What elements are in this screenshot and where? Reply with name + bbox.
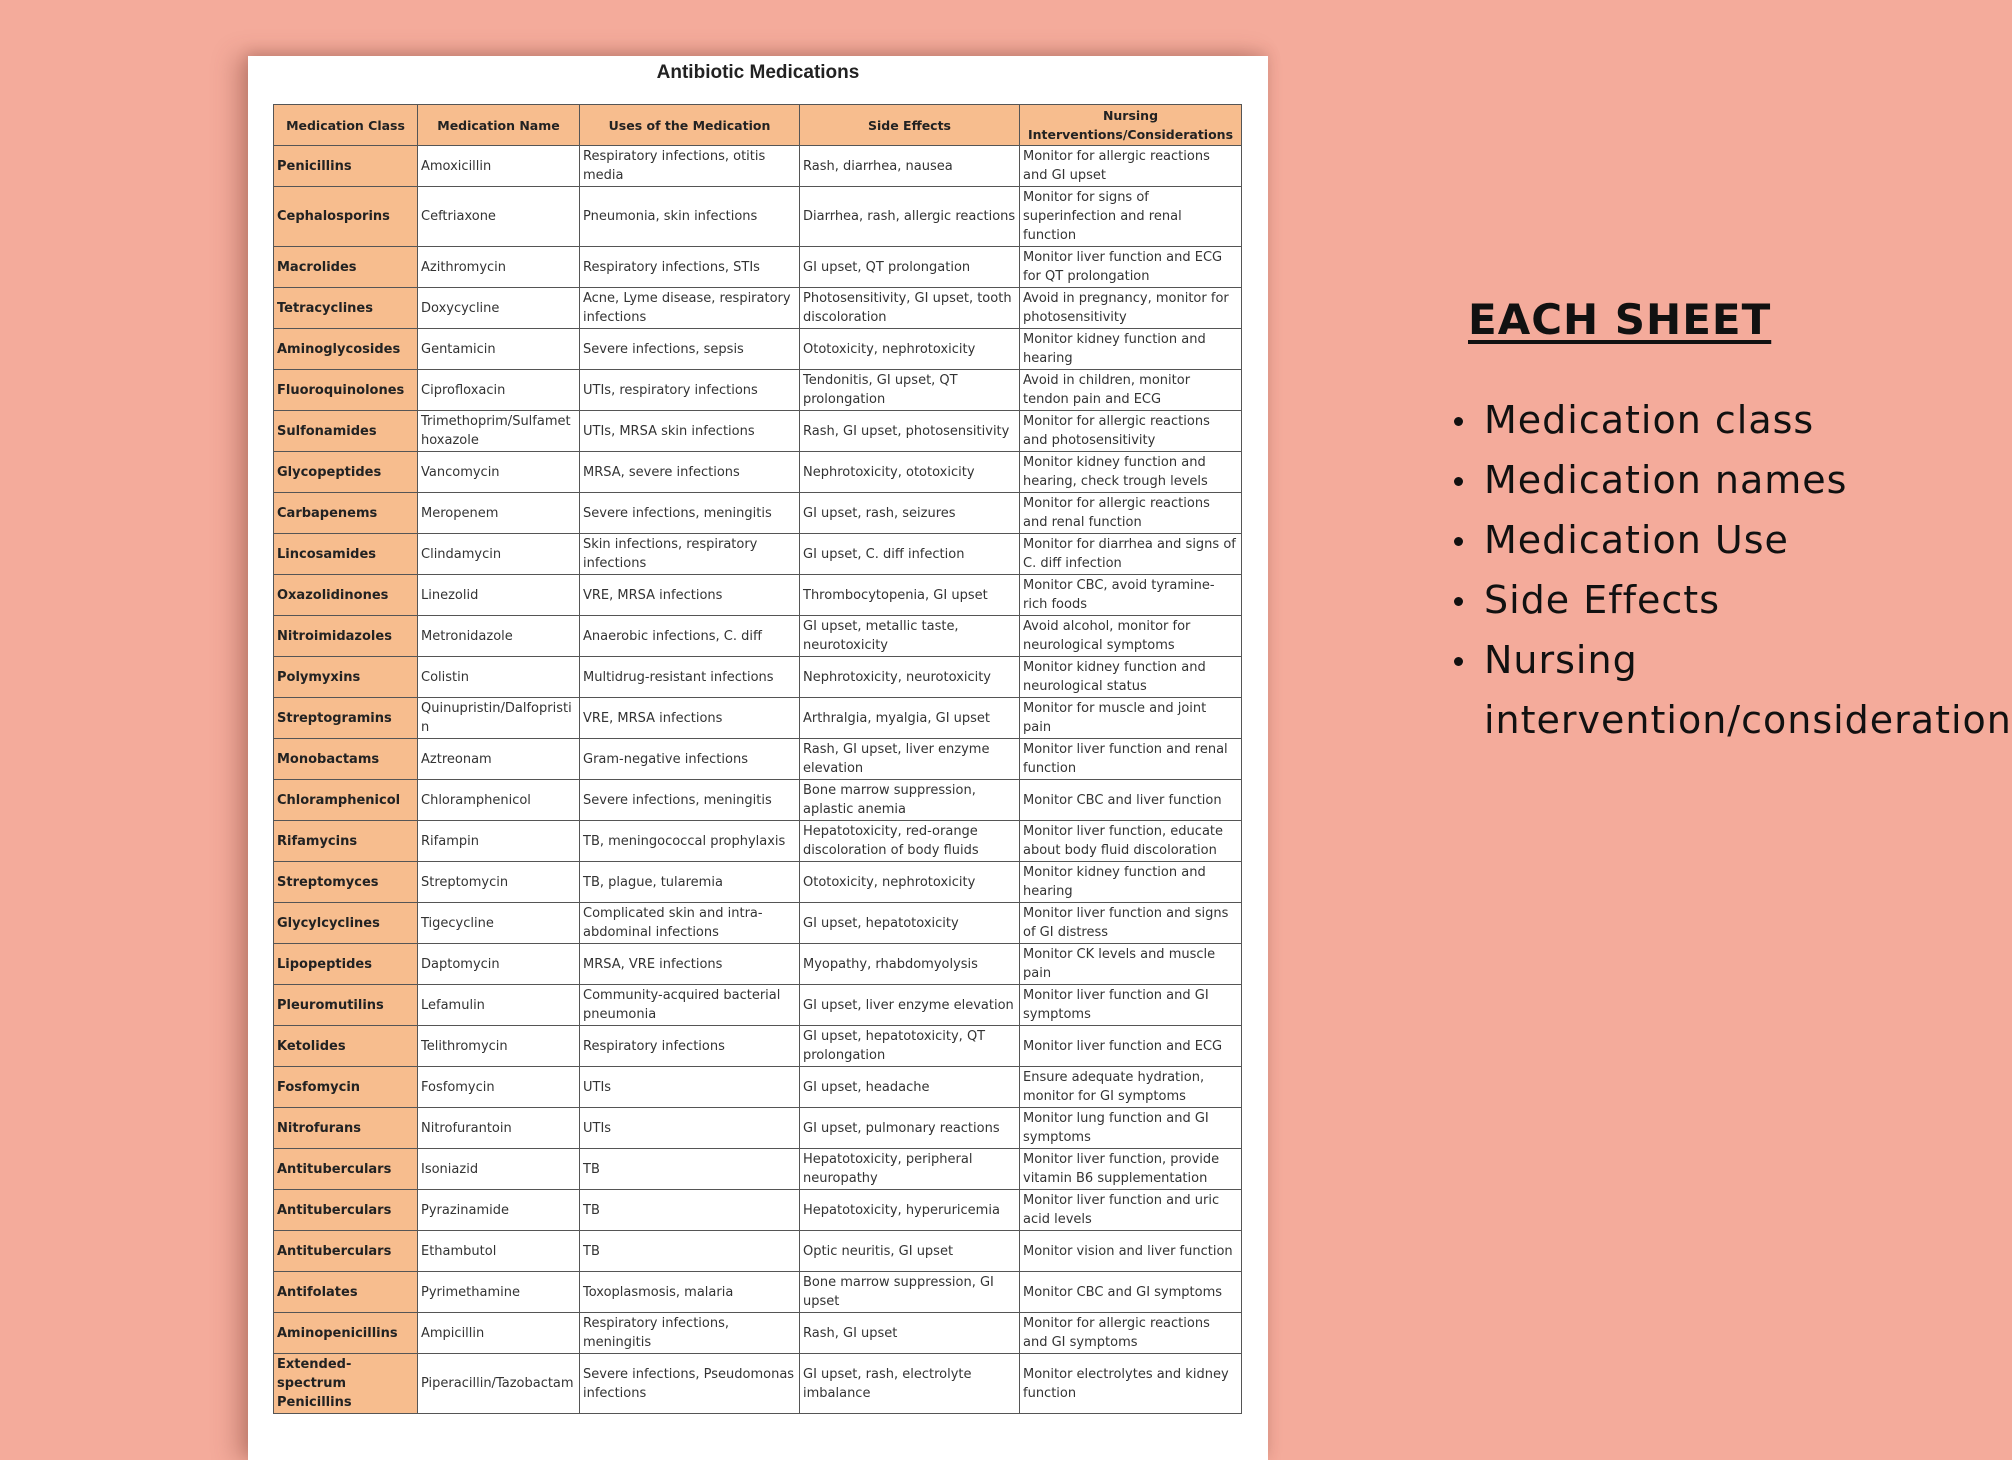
- cell-uses: Toxoplasmosis, malaria: [580, 1272, 800, 1313]
- cell-medication-class: Antifolates: [274, 1272, 418, 1313]
- cell-side-effects: Myopathy, rhabdomyolysis: [800, 944, 1020, 985]
- table-row: [274, 821, 1242, 862]
- cell-medication-name: Doxycycline: [418, 288, 580, 329]
- cell-medication-name: Ethambutol: [418, 1231, 580, 1272]
- cell-nursing: Monitor CBC, avoid tyramine-rich foods: [1020, 575, 1242, 616]
- list-item: Medication Use: [1484, 510, 1910, 570]
- cell-medication-name: Pyrimethamine: [418, 1272, 580, 1313]
- table-row: [274, 247, 1242, 288]
- medications-table: [273, 104, 1242, 1414]
- table-row: [274, 1067, 1242, 1108]
- cell-uses: Respiratory infections, meningitis: [580, 1313, 800, 1354]
- table-row: [274, 985, 1242, 1026]
- cell-medication-name: Chloramphenicol: [418, 780, 580, 821]
- cell-medication-name: Clindamycin: [418, 534, 580, 575]
- cell-medication-name: Ceftriaxone: [418, 187, 580, 247]
- cell-medication-class: Fluoroquinolones: [274, 370, 418, 411]
- cell-nursing: Monitor for allergic reactions and renal function: [1020, 493, 1242, 534]
- cell-uses: MRSA, VRE infections: [580, 944, 800, 985]
- cell-uses: Severe infections, meningitis: [580, 493, 800, 534]
- cell-nursing: Monitor CBC and liver function: [1020, 780, 1242, 821]
- cell-medication-name: Pyrazinamide: [418, 1190, 580, 1231]
- cell-nursing: Monitor liver function and uric acid levels: [1020, 1190, 1242, 1231]
- cell-medication-class: Cephalosporins: [274, 187, 418, 247]
- table-row: [274, 146, 1242, 187]
- table-row: [274, 616, 1242, 657]
- cell-nursing: Monitor kidney function and hearing: [1020, 329, 1242, 370]
- cell-side-effects: Nephrotoxicity, neurotoxicity: [800, 657, 1020, 698]
- cell-uses: UTIs: [580, 1067, 800, 1108]
- cell-medication-name: Telithromycin: [418, 1026, 580, 1067]
- cell-medication-name: Ampicillin: [418, 1313, 580, 1354]
- sheet-title: Antibiotic Medications: [656, 62, 860, 83]
- cell-medication-name: Nitrofurantoin: [418, 1108, 580, 1149]
- table-row: [274, 1190, 1242, 1231]
- cell-side-effects: Rash, GI upset, photosensitivity: [800, 411, 1020, 452]
- cell-medication-class: Aminopenicillins: [274, 1313, 418, 1354]
- cell-uses: Skin infections, respiratory infections: [580, 534, 800, 575]
- cell-side-effects: Thrombocytopenia, GI upset: [800, 575, 1020, 616]
- cell-side-effects: Ototoxicity, nephrotoxicity: [800, 862, 1020, 903]
- cell-medication-class: Antituberculars: [274, 1231, 418, 1272]
- table-row: [274, 1231, 1242, 1272]
- features-list: [1440, 390, 2012, 750]
- cell-uses: TB, plague, tularemia: [580, 862, 800, 903]
- cell-nursing: Avoid in pregnancy, monitor for photosensitivity: [1020, 288, 1242, 329]
- cell-uses: VRE, MRSA infections: [580, 698, 800, 739]
- table-row: [274, 575, 1242, 616]
- table-row: [274, 329, 1242, 370]
- cell-medication-class: Antituberculars: [274, 1149, 418, 1190]
- cell-medication-class: Macrolides: [274, 247, 418, 288]
- cell-medication-class: Lincosamides: [274, 534, 418, 575]
- cell-medication-name: Trimethoprim/Sulfamethoxazole: [418, 411, 580, 452]
- cell-side-effects: Hepatotoxicity, hyperuricemia: [800, 1190, 1020, 1231]
- cell-side-effects: Photosensitivity, GI upset, tooth discoloration: [800, 288, 1020, 329]
- cell-medication-class: Aminoglycosides: [274, 329, 418, 370]
- table-row: [274, 862, 1242, 903]
- cell-uses: Respiratory infections, STIs: [580, 247, 800, 288]
- cell-nursing: Monitor kidney function and hearing, check trough levels: [1020, 452, 1242, 493]
- table-row: [274, 657, 1242, 698]
- cell-side-effects: GI upset, rash, seizures: [800, 493, 1020, 534]
- table-row: [274, 698, 1242, 739]
- cell-medication-class: Nitroimidazoles: [274, 616, 418, 657]
- table-row: [274, 1313, 1242, 1354]
- cell-medication-class: Oxazolidinones: [274, 575, 418, 616]
- cell-side-effects: GI upset, rash, electrolyte imbalance: [800, 1354, 1020, 1414]
- cell-uses: Multidrug-resistant infections: [580, 657, 800, 698]
- cell-side-effects: Ototoxicity, nephrotoxicity: [800, 329, 1020, 370]
- header-nursing: Nursing Interventions/Considerations: [1020, 105, 1242, 146]
- cell-nursing: Monitor kidney function and hearing: [1020, 862, 1242, 903]
- cell-nursing: Monitor kidney function and neurological status: [1020, 657, 1242, 698]
- cell-nursing: Monitor liver function and ECG: [1020, 1026, 1242, 1067]
- cell-medication-class: Penicillins: [274, 146, 418, 187]
- cell-uses: TB, meningococcal prophylaxis: [580, 821, 800, 862]
- cell-uses: UTIs, respiratory infections: [580, 370, 800, 411]
- cell-nursing: Monitor for allergic reactions and GI symptoms: [1020, 1313, 1242, 1354]
- table-row: [274, 903, 1242, 944]
- cell-medication-class: Pleuromutilins: [274, 985, 418, 1026]
- cell-medication-class: Tetracyclines: [274, 288, 418, 329]
- cell-uses: Gram-negative infections: [580, 739, 800, 780]
- cell-medication-class: Fosfomycin: [274, 1067, 418, 1108]
- cell-uses: TB: [580, 1149, 800, 1190]
- document-sheet: [248, 56, 1268, 1460]
- table-body: [274, 146, 1242, 1414]
- cell-side-effects: Rash, diarrhea, nausea: [800, 146, 1020, 187]
- cell-nursing: Monitor liver function and renal function: [1020, 739, 1242, 780]
- cell-uses: Severe infections, Pseudomonas infections: [580, 1354, 800, 1414]
- list-item: Medication names: [1484, 450, 1910, 510]
- cell-medication-class: Lipopeptides: [274, 944, 418, 985]
- cell-side-effects: GI upset, hepatotoxicity, QT prolongation: [800, 1026, 1020, 1067]
- table-header-row: [274, 105, 1242, 146]
- cell-nursing: Monitor liver function and signs of GI distress: [1020, 903, 1242, 944]
- cell-medication-name: Meropenem: [418, 493, 580, 534]
- cell-uses: UTIs, MRSA skin infections: [580, 411, 800, 452]
- cell-uses: Acne, Lyme disease, respiratory infections: [580, 288, 800, 329]
- cell-nursing: Monitor CK levels and muscle pain: [1020, 944, 1242, 985]
- cell-medication-name: Gentamicin: [418, 329, 580, 370]
- cell-uses: Complicated skin and intra-abdominal infections: [580, 903, 800, 944]
- cell-medication-name: Streptomycin: [418, 862, 580, 903]
- cell-nursing: Avoid alcohol, monitor for neurological symptoms: [1020, 616, 1242, 657]
- cell-side-effects: GI upset, headache: [800, 1067, 1020, 1108]
- cell-medication-name: Daptomycin: [418, 944, 580, 985]
- cell-nursing: Monitor liver function, educate about body fluid discoloration: [1020, 821, 1242, 862]
- cell-medication-name: Aztreonam: [418, 739, 580, 780]
- cell-medication-class: Glycylcyclines: [274, 903, 418, 944]
- cell-side-effects: GI upset, QT prolongation: [800, 247, 1020, 288]
- cell-nursing: Monitor CBC and GI symptoms: [1020, 1272, 1242, 1313]
- cell-medication-name: Ciprofloxacin: [418, 370, 580, 411]
- cell-medication-class: Antituberculars: [274, 1190, 418, 1231]
- cell-nursing: Monitor liver function and ECG for QT prolongation: [1020, 247, 1242, 288]
- cell-medication-class: Streptogramins: [274, 698, 418, 739]
- header-uses: Uses of the Medication: [580, 105, 800, 146]
- cell-side-effects: Arthralgia, myalgia, GI upset: [800, 698, 1020, 739]
- cell-nursing: Monitor for allergic reactions and GI upset: [1020, 146, 1242, 187]
- table-row: [274, 780, 1242, 821]
- cell-medication-name: Quinupristin/Dalfopristin: [418, 698, 580, 739]
- cell-side-effects: Tendonitis, GI upset, QT prolongation: [800, 370, 1020, 411]
- cell-medication-class: Streptomyces: [274, 862, 418, 903]
- cell-nursing: Monitor for signs of superinfection and renal function: [1020, 187, 1242, 247]
- table-row: [274, 288, 1242, 329]
- cell-side-effects: GI upset, C. diff infection: [800, 534, 1020, 575]
- cell-nursing: Monitor electrolytes and kidney function: [1020, 1354, 1242, 1414]
- cell-medication-name: Linezolid: [418, 575, 580, 616]
- header-medication-name: Medication Name: [418, 105, 580, 146]
- table-row: [274, 411, 1242, 452]
- table-row: [274, 1149, 1242, 1190]
- cell-medication-class: Nitrofurans: [274, 1108, 418, 1149]
- table-row: [274, 1272, 1242, 1313]
- cell-nursing: Monitor vision and liver function: [1020, 1231, 1242, 1272]
- table-row: [274, 493, 1242, 534]
- cell-uses: Anaerobic infections, C. diff: [580, 616, 800, 657]
- cell-medication-class: Monobactams: [274, 739, 418, 780]
- cell-medication-class: Carbapenems: [274, 493, 418, 534]
- cell-uses: TB: [580, 1190, 800, 1231]
- list-item: Side Effects: [1484, 570, 1910, 630]
- cell-medication-class: Extended-spectrum Penicillins: [274, 1354, 418, 1414]
- cell-medication-class: Ketolides: [274, 1026, 418, 1067]
- cell-medication-name: Lefamulin: [418, 985, 580, 1026]
- cell-medication-name: Azithromycin: [418, 247, 580, 288]
- cell-side-effects: GI upset, metallic taste, neurotoxicity: [800, 616, 1020, 657]
- table-row: [274, 534, 1242, 575]
- cell-uses: Community-acquired bacterial pneumonia: [580, 985, 800, 1026]
- cell-side-effects: Hepatotoxicity, red-orange discoloration of body fluids: [800, 821, 1020, 862]
- cell-side-effects: GI upset, hepatotoxicity: [800, 903, 1020, 944]
- cell-medication-class: Sulfonamides: [274, 411, 418, 452]
- cell-uses: Severe infections, meningitis: [580, 780, 800, 821]
- cell-side-effects: Nephrotoxicity, ototoxicity: [800, 452, 1020, 493]
- cell-side-effects: Rash, GI upset, liver enzyme elevation: [800, 739, 1020, 780]
- list-item: Medication class: [1484, 390, 1910, 450]
- table-row: [274, 1108, 1242, 1149]
- cell-medication-name: Metronidazole: [418, 616, 580, 657]
- cell-side-effects: Bone marrow suppression, aplastic anemia: [800, 780, 1020, 821]
- cell-nursing: Monitor for allergic reactions and photosensitivity: [1020, 411, 1242, 452]
- cell-uses: UTIs: [580, 1108, 800, 1149]
- table-row: [274, 1354, 1242, 1414]
- cell-nursing: Monitor liver function, provide vitamin B6 supplementation: [1020, 1149, 1242, 1190]
- cell-uses: Pneumonia, skin infections: [580, 187, 800, 247]
- features-panel: [1440, 290, 2012, 750]
- cell-nursing: Avoid in children, monitor tendon pain and ECG: [1020, 370, 1242, 411]
- cell-medication-name: Amoxicillin: [418, 146, 580, 187]
- cell-uses: MRSA, severe infections: [580, 452, 800, 493]
- cell-medication-class: Glycopeptides: [274, 452, 418, 493]
- cell-medication-name: Fosfomycin: [418, 1067, 580, 1108]
- cell-nursing: Monitor for muscle and joint pain: [1020, 698, 1242, 739]
- cell-medication-name: Piperacillin/Tazobactam: [418, 1354, 580, 1414]
- cell-side-effects: Bone marrow suppression, GI upset: [800, 1272, 1020, 1313]
- cell-side-effects: Optic neuritis, GI upset: [800, 1231, 1020, 1272]
- cell-nursing: Monitor lung function and GI symptoms: [1020, 1108, 1242, 1149]
- cell-medication-name: Vancomycin: [418, 452, 580, 493]
- table-row: [274, 452, 1242, 493]
- panel-heading: EACH SHEET: [1468, 295, 1772, 344]
- cell-uses: Respiratory infections: [580, 1026, 800, 1067]
- cell-medication-class: Rifamycins: [274, 821, 418, 862]
- cell-medication-class: Chloramphenicol: [274, 780, 418, 821]
- cell-medication-name: Rifampin: [418, 821, 580, 862]
- table-row: [274, 739, 1242, 780]
- cell-medication-name: Tigecycline: [418, 903, 580, 944]
- header-medication-class: Medication Class: [274, 105, 418, 146]
- cell-uses: VRE, MRSA infections: [580, 575, 800, 616]
- table-row: [274, 1026, 1242, 1067]
- cell-medication-name: Isoniazid: [418, 1149, 580, 1190]
- table-row: [274, 370, 1242, 411]
- cell-side-effects: Diarrhea, rash, allergic reactions: [800, 187, 1020, 247]
- list-item: Nursing intervention/consideration: [1484, 630, 1910, 750]
- cell-nursing: Ensure adequate hydration, monitor for GI symptoms: [1020, 1067, 1242, 1108]
- cell-uses: TB: [580, 1231, 800, 1272]
- cell-nursing: Monitor for diarrhea and signs of C. diff infection: [1020, 534, 1242, 575]
- cell-side-effects: Hepatotoxicity, peripheral neuropathy: [800, 1149, 1020, 1190]
- cell-side-effects: GI upset, liver enzyme elevation: [800, 985, 1020, 1026]
- header-side-effects: Side Effects: [800, 105, 1020, 146]
- table-row: [274, 944, 1242, 985]
- cell-uses: Severe infections, sepsis: [580, 329, 800, 370]
- cell-side-effects: GI upset, pulmonary reactions: [800, 1108, 1020, 1149]
- cell-nursing: Monitor liver function and GI symptoms: [1020, 985, 1242, 1026]
- cell-side-effects: Rash, GI upset: [800, 1313, 1020, 1354]
- cell-uses: Respiratory infections, otitis media: [580, 146, 800, 187]
- cell-medication-class: Polymyxins: [274, 657, 418, 698]
- cell-medication-name: Colistin: [418, 657, 580, 698]
- table-row: [274, 187, 1242, 247]
